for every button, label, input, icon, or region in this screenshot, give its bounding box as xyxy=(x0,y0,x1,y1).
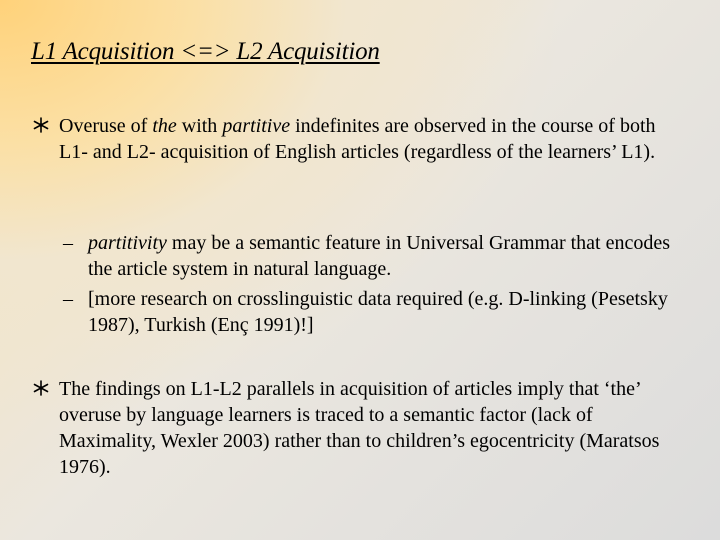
bullet-item xyxy=(32,376,672,480)
dash-bullet: – xyxy=(63,232,73,254)
bullet-item xyxy=(32,113,672,165)
dash-bullet: – xyxy=(63,288,73,310)
bullet-text xyxy=(59,113,672,165)
bullet-text-part-italic: the xyxy=(152,115,177,137)
sub-bullet-text xyxy=(88,286,673,338)
sub-bullet-item xyxy=(63,230,673,282)
sub-bullet-text-part: may be a semantic feature in Universal Grammar that encodes the article system in natural language. xyxy=(88,232,671,280)
sub-bullet-item xyxy=(63,286,673,338)
bullet-text-part: Overuse of xyxy=(59,115,153,137)
bullet-text xyxy=(59,376,672,480)
slide-title: L1 Acquisition <=> L2 Acquisition xyxy=(31,38,380,65)
bullet-text-part: indefinites are observed in the course of both L1- and L2- acquisition of English articles (regardless of the learners’ L1). xyxy=(59,115,656,163)
bullet-text-part-italic: partitive xyxy=(222,115,291,137)
sub-bullet-text-part-italic: partitivity xyxy=(88,232,167,254)
sub-bullet-text-part: [more research on crosslinguistic data required (e.g. D-linking (Pesetsky 1987), Turkish (Enç 1991)!] xyxy=(88,288,668,336)
sub-bullet-text xyxy=(88,230,673,282)
bullet-text-part: The findings on L1-L2 parallels in acquisition of articles imply that ‘the’ overuse by language learners is traced to a semantic factor (lack of Maximality, Wexler 2003) rather than to children’s egocentricity (Maratsos 1976). xyxy=(59,378,660,478)
bullet-text-part: with xyxy=(176,115,223,137)
star-bullet-icon xyxy=(32,116,50,134)
star-bullet-icon xyxy=(32,379,50,397)
